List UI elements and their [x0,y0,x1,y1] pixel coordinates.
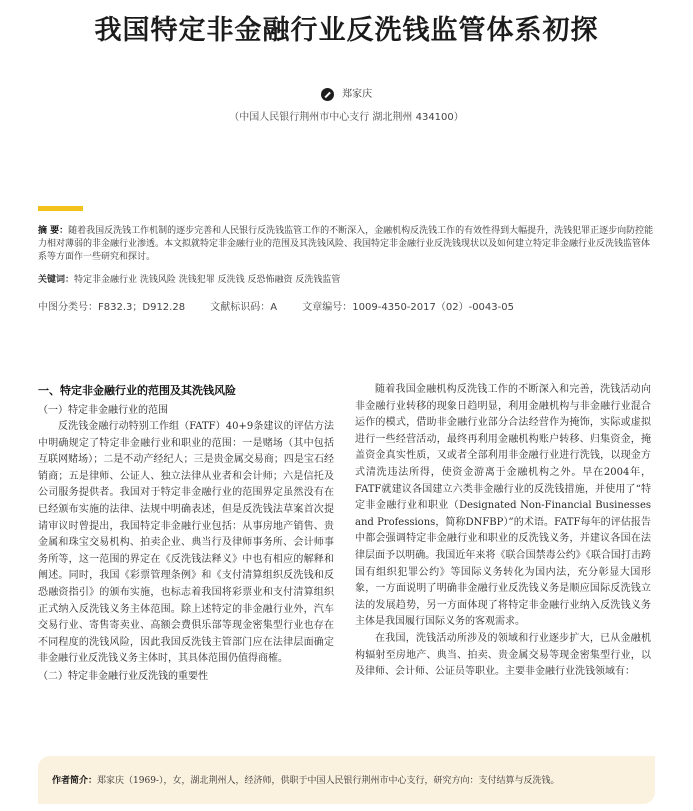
article-number: 文章编号：1009-4350-2017（02）-0043-05 [302,302,514,313]
footnote-text: 郑家庆（1969-），女，湖北荆州人，经济师，供职于中国人民银行荆州市中心支行，研究方向：支付结算与反洗钱。 [97,776,560,786]
section-heading-1: 一、特定非金融行业的范围及其洗钱风险 [38,384,236,397]
subsection-heading-1: （一）特定非金融行业的范围 [38,405,168,416]
accent-divider [38,206,83,211]
keywords-text: 特定非金融行业 洗钱风险 洗钱犯罪 反洗钱 反恐怖融资 反洗钱监管 [74,275,341,285]
body-paragraph: 随着我国金融机构反洗钱工作的不断深入和完善，洗钱活动向非金融行业转移的现象日趋明显，利用金融机构与非金融行业混合运作的模式，借助非金融行业部分合法经营作为掩饰，实际或虚拟进行一些经营活动，最终再利用金融机构账户转移、归集资金，掩盖资金真实性质，又或者全部利用非金融行业进行洗钱，以现金方式清洗违法所得，使资金游离于金融机构之外。早在2004年，FATF就建议各国建立六类非金融行业的反洗钱措施，并使用了“特定非金融行业和职业（Designated Non-Financial Businesses and Professions，简称DNFBP）”的术语。FATF每年的评估报告中都会强调特定非金融行业和职业的反洗钱义务，并建议各国在法律层面予以明确。我国近年来将《联合国禁毒公约》《联合国打击跨国有组织犯罪公约》等国际义务转化为国内法，充分彰显大国形象，一方面说明了明确非金融行业反洗钱义务是顺应国际反洗钱立法的发展趋势，另一方面体现了将特定非金融行业纳入反洗钱义务主体是我国履行国际义务的客观需求。 [355,384,651,628]
abstract-label: 摘 要： [38,226,69,236]
pen-icon [321,88,334,101]
subsection-heading-2: （二）特定非金融行业反洗钱的重要性 [38,670,208,682]
author-affiliation: （中国人民银行荆州市中心支行 湖北荆州 434100） [229,112,464,123]
author-name: 郑家庆 [342,89,373,100]
body-paragraph: 在我国，洗钱活动所涉及的领域和行业逐步扩大，已从金融机构辐射至房地产、典当、拍卖、贵金属交易等现金密集型行业，以及律师、会计师、公证员等职业。主要非金融行业洗钱领域有： [355,632,651,678]
clc-number: 中图分类号：F832.3；D912.28 [38,302,186,313]
author-line [0,85,693,101]
author-bio-footnote [38,756,655,804]
left-column [38,382,334,685]
footnote-label: 作者简介： [52,776,98,786]
article-title: 我国特定非金融行业反洗钱监管体系初探 [94,15,599,46]
right-column [355,382,651,681]
body-paragraph: 反洗钱金融行动特别工作组（FATF）40+9条建议的评估方法中明确规定了特定非金融行业和职业的范围：一是赌场（其中包括互联网赌场）；二是不动产经纪人；三是贵金属交易商；四是宝石经销商；五是律师、公证人、独立法律从业者和会计师；六是信托及公司服务提供者。我国对于特定非金融行业的范围界定虽然没有在已经颁布实施的法律、法规中明确表述，但是反洗钱法草案首次提请审议时曾提出，我国特定非金融行业包括：从事房地产销售、贵金属和珠宝交易机构、拍卖企业、典当行及律师事务所、会计师事务所等，这一范围的界定在《反洗钱法释义》中也有相应的解释和阐述。同时，我国《彩票管理条例》和《支付清算组织反洗钱和反恐融资指引》的颁布实施，也标志着我国将彩票业和支付清算组织正式纳入反洗钱义务主体范围。除上述特定的非金融行业外，汽车交易行业、寄售寄卖业、高额会费俱乐部等现金密集型行业也存在不同程度的洗钱风险，因此我国反洗钱主管部门应在法律层面确定非金融行业反洗钱义务主体时，其具体范围仍值得商榷。 [38,421,334,665]
abstract [38,225,655,264]
document-code: 文献标识码：A [210,302,278,313]
keywords-label: 关键词： [38,275,75,285]
keywords [38,272,655,285]
abstract-text: 随着我国反洗钱工作机制的逐步完善和人民银行反洗钱监管工作的不断深入，金融机构反洗钱工作的有效性得到大幅提升，洗钱犯罪正逐步向防控能力相对薄弱的非金融行业渗透。本文拟就特定非金融行业的范围及其洗钱风险、我国特定非金融行业反洗钱现状以及如何建立特定非金融行业反洗钱监管体系等方面作一些研究和探讨。 [38,226,654,262]
classification-line [38,298,655,313]
